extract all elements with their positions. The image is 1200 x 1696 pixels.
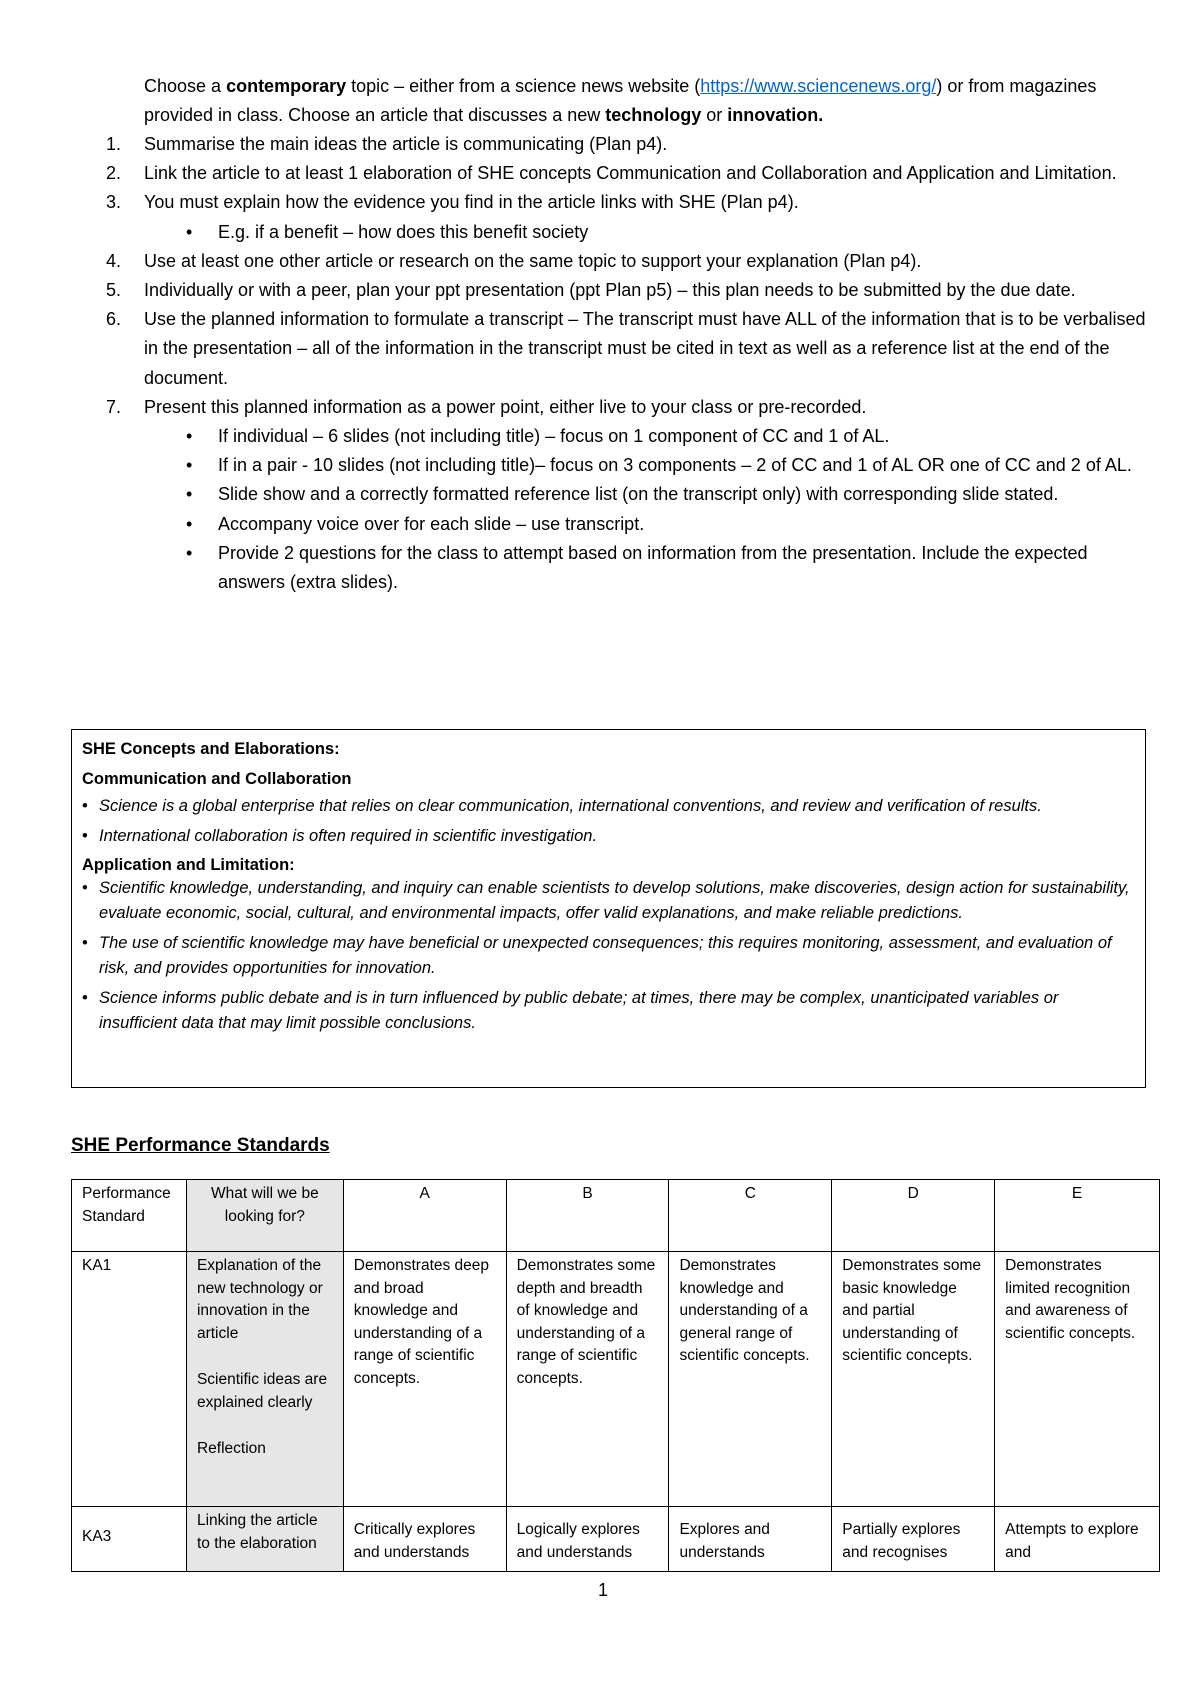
bullet-icon: • bbox=[186, 513, 193, 534]
bullet-icon: • bbox=[186, 221, 193, 242]
box-title: SHE Concepts and Elaborations: bbox=[82, 740, 340, 758]
looking-for-text: Reflection bbox=[196, 1440, 266, 1457]
list-item bbox=[82, 794, 1135, 819]
list-item bbox=[82, 931, 1135, 981]
step-number: 5. bbox=[106, 280, 122, 301]
bullet-icon: • bbox=[186, 455, 193, 476]
table-row bbox=[72, 1252, 1160, 1507]
cc-heading: Communication and Collaboration bbox=[82, 770, 352, 788]
sub-list-item bbox=[144, 539, 1146, 597]
list-item bbox=[106, 188, 1146, 246]
sub-list-item bbox=[144, 480, 1146, 509]
list-item bbox=[106, 393, 1146, 597]
intro-text: topic – either from a science news website ( bbox=[346, 76, 701, 96]
cc-list bbox=[82, 794, 1135, 849]
step-number: 2. bbox=[106, 163, 122, 184]
grade-c-descriptor: Demonstrates knowledge and understanding of a general range of scientific concepts. bbox=[669, 1252, 832, 1507]
sub-list-item bbox=[144, 451, 1146, 480]
sub-item-text: Slide show and a correctly formatted reference list (on the transcript only) with corresponding slide stated. bbox=[218, 484, 1059, 505]
al-list bbox=[82, 876, 1135, 1036]
sub-list-item bbox=[144, 422, 1146, 451]
she-concepts-box bbox=[71, 729, 1146, 1088]
al-heading: Application and Limitation: bbox=[82, 856, 295, 874]
step-number: 4. bbox=[106, 250, 122, 271]
list-item bbox=[106, 130, 1146, 159]
grade-d-descriptor: Demonstrates some basic knowledge and partial understanding of scientific concepts. bbox=[832, 1252, 995, 1507]
intro-bold-contemporary: contemporary bbox=[226, 76, 347, 96]
bullet-icon: • bbox=[82, 879, 88, 897]
performance-standards-table bbox=[71, 1179, 1160, 1572]
list-item bbox=[82, 986, 1135, 1036]
step-number: 6. bbox=[106, 309, 122, 330]
intro-text: or bbox=[701, 105, 728, 125]
grade-e-descriptor: Attempts to explore and bbox=[995, 1507, 1160, 1572]
list-item bbox=[82, 824, 1135, 849]
step-number: 3. bbox=[106, 192, 122, 213]
header-looking-for: What will we be looking for? bbox=[186, 1180, 343, 1252]
step-text: You must explain how the evidence you find in the article links with SHE (Plan p4). bbox=[144, 192, 799, 213]
looking-for-text: Explanation of the new technology or innovation in the article bbox=[196, 1257, 323, 1342]
instruction-list bbox=[106, 130, 1146, 597]
elaboration-text: Science informs public debate and is in turn influenced by public debate; at times, there may be complex, unanticipated variables or insufficient data that may limit possible conclusions. bbox=[99, 989, 1059, 1032]
step-text: Summarise the main ideas the article is communicating (Plan p4). bbox=[144, 134, 668, 154]
looking-for-text: Scientific ideas are explained clearly bbox=[196, 1371, 328, 1411]
list-item bbox=[106, 276, 1146, 305]
intro-text: ) or from magazines provided in class. Choose an article that discusses a new bbox=[144, 76, 1097, 125]
grade-d-descriptor: Partially explores and recognises bbox=[832, 1507, 995, 1572]
intro-text: Choose a bbox=[144, 76, 227, 96]
grade-a-descriptor: Demonstrates deep and broad knowledge and understanding of a range of scientific concepts. bbox=[343, 1252, 506, 1507]
sub-list-item bbox=[144, 218, 1146, 247]
looking-for-cell bbox=[186, 1252, 343, 1507]
header-performance-standard: Performance Standard bbox=[72, 1180, 187, 1252]
grade-b-descriptor: Demonstrates some depth and breadth of knowledge and understanding of a range of scientific concepts. bbox=[506, 1252, 669, 1507]
sub-item-text: Accompany voice over for each slide – use transcript. bbox=[218, 513, 645, 534]
bullet-icon: • bbox=[186, 484, 193, 505]
list-item bbox=[106, 247, 1146, 276]
sub-list bbox=[144, 218, 1146, 247]
sub-item-text: E.g. if a benefit – how does this benefit society bbox=[218, 221, 589, 242]
looking-for-text: Linking the article to the elaboration bbox=[186, 1507, 343, 1572]
step-text: Individually or with a peer, plan your ppt presentation (ppt Plan p5) – this plan needs to be submitted by the due date. bbox=[144, 280, 1076, 301]
header-grade-c: C bbox=[669, 1180, 832, 1252]
standard-code: KA3 bbox=[72, 1507, 187, 1572]
elaboration-text: Science is a global enterprise that relies on clear communication, international conventions, and review and verification of results. bbox=[99, 797, 1042, 815]
sub-item-text: If in a pair - 10 slides (not including title)– focus on 3 components – 2 of CC and 1 of AL OR one of CC and 2 of AL. bbox=[218, 455, 1132, 476]
bullet-icon: • bbox=[186, 542, 193, 563]
intro-text: . bbox=[818, 105, 824, 125]
header-grade-e: E bbox=[995, 1180, 1160, 1252]
performance-standards-title: SHE Performance Standards bbox=[71, 1135, 330, 1156]
sciencenews-link[interactable]: https://www.sciencenews.org/ bbox=[700, 76, 937, 96]
grade-c-descriptor: Explores and understands bbox=[669, 1507, 832, 1572]
standard-code: KA1 bbox=[72, 1252, 187, 1507]
bullet-icon: • bbox=[82, 827, 88, 845]
table-header-row bbox=[72, 1180, 1160, 1252]
elaboration-text: Scientific knowledge, understanding, and inquiry can enable scientists to develop solutions, make discoveries, design action for sustainability, evaluate economic, social, cultural, and environmental impacts, offer valid explanations, and make reliable predictions. bbox=[99, 879, 1130, 922]
bullet-icon: • bbox=[82, 989, 88, 1007]
bullet-icon: • bbox=[186, 426, 193, 447]
grade-a-descriptor: Critically explores and understands bbox=[343, 1507, 506, 1572]
sub-list-item bbox=[144, 510, 1146, 539]
sub-item-text: Provide 2 questions for the class to attempt based on information from the presentation. Include the expected answers (extra slides). bbox=[218, 542, 1088, 593]
bullet-icon: • bbox=[82, 934, 88, 952]
list-item bbox=[106, 305, 1146, 393]
sub-list bbox=[144, 422, 1146, 597]
header-grade-b: B bbox=[506, 1180, 669, 1252]
elaboration-text: International collaboration is often required in scientific investigation. bbox=[99, 827, 598, 845]
grade-e-descriptor: Demonstrates limited recognition and awareness of scientific concepts. bbox=[995, 1252, 1160, 1507]
grade-b-descriptor: Logically explores and understands bbox=[506, 1507, 669, 1572]
intro-paragraph bbox=[144, 72, 1134, 130]
step-text: Use at least one other article or research on the same topic to support your explanation (Plan p4). bbox=[144, 250, 922, 271]
header-grade-a: A bbox=[343, 1180, 506, 1252]
table-row bbox=[72, 1507, 1160, 1572]
list-item bbox=[82, 876, 1135, 926]
step-text: Use the planned information to formulate a transcript – The transcript must have ALL of the information that is to be verbalised in the presentation – all of the information in the transcript must be cited in text as well as a reference list at the end of the document. bbox=[144, 309, 1146, 388]
header-grade-d: D bbox=[832, 1180, 995, 1252]
list-item bbox=[106, 159, 1146, 188]
page-number: 1 bbox=[598, 1580, 609, 1600]
elaboration-text: The use of scientific knowledge may have beneficial or unexpected consequences; this requires monitoring, assessment, and evaluation of risk, and provides opportunities for innovation. bbox=[99, 934, 1112, 977]
step-number: 7. bbox=[106, 396, 122, 417]
step-number: 1. bbox=[106, 134, 122, 154]
step-text: Link the article to at least 1 elaboration of SHE concepts Communication and Collaboration and Application and Limitation. bbox=[144, 163, 1117, 184]
intro-bold-innovation: innovation bbox=[727, 105, 819, 125]
step-text: Present this planned information as a power point, either live to your class or pre-recorded. bbox=[144, 396, 867, 417]
sub-item-text: If individual – 6 slides (not including title) – focus on 1 component of CC and 1 of AL. bbox=[218, 426, 890, 447]
bullet-icon: • bbox=[82, 797, 88, 815]
intro-bold-technology: technology bbox=[605, 105, 702, 125]
